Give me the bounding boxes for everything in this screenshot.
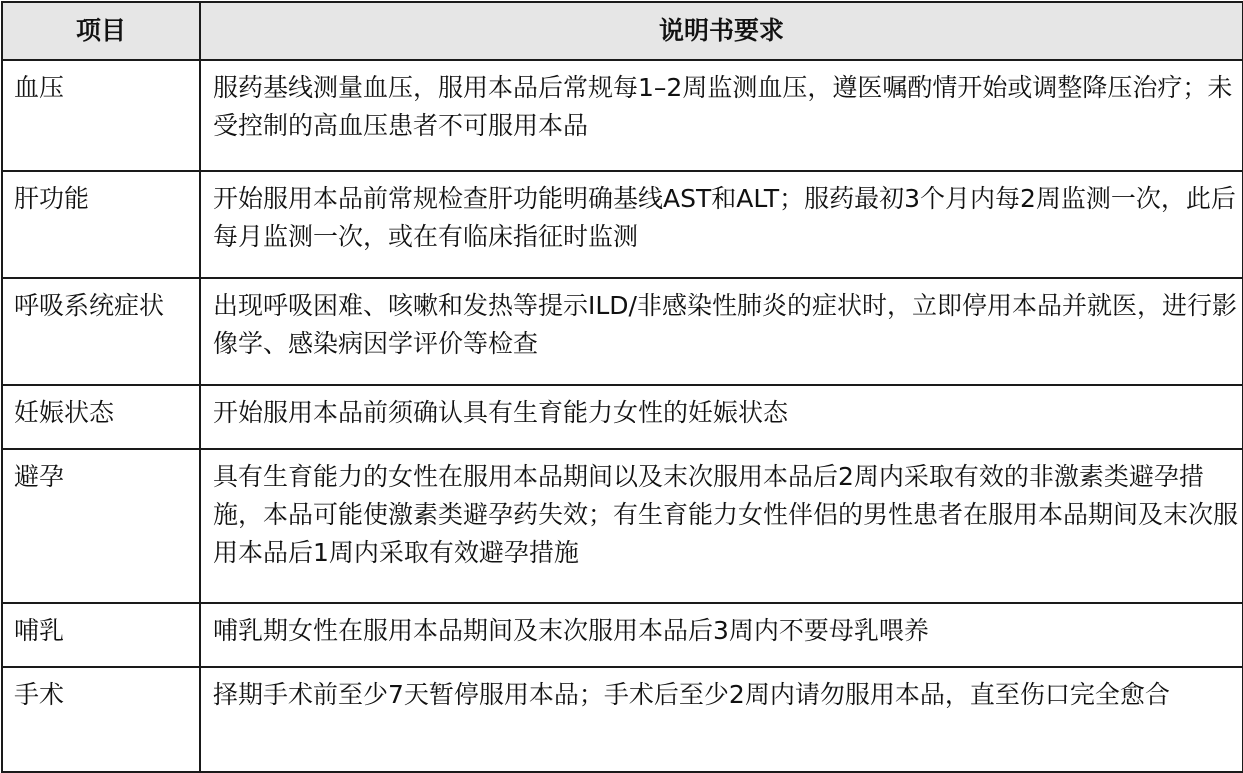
requirement-cell: 具有生育能力的女性在服用本品期间以及末次服用本品后2周内采取有效的非激素类避孕措施，本品可能使激素类避孕药失效；有生育能力女性伴侣的男性患者在服用本品期间及末次服用本品后1周内采取有效避孕措施 bbox=[200, 449, 1243, 603]
requirement-cell: 开始服用本品前常规检查肝功能明确基线AST和ALT；服药最初3个月内每2周监测一次，此后每月监测一次，或在有临床指征时监测 bbox=[200, 171, 1243, 278]
requirement-cell: 哺乳期女性在服用本品期间及末次服用本品后3周内不要母乳喂养 bbox=[200, 603, 1243, 667]
table-row bbox=[2, 60, 1243, 171]
item-cell: 手术 bbox=[2, 667, 200, 772]
column-header-item: 项目 bbox=[2, 2, 200, 60]
requirement-cell: 开始服用本品前须确认具有生育能力女性的妊娠状态 bbox=[200, 385, 1243, 449]
item-cell: 哺乳 bbox=[2, 603, 200, 667]
requirement-cell: 出现呼吸困难、咳嗽和发热等提示ILD/非感染性肺炎的症状时，立即停用本品并就医，进行影像学、感染病因学评价等检查 bbox=[200, 278, 1243, 385]
requirement-cell: 择期手术前至少7天暂停服用本品；手术后至少2周内请勿服用本品，直至伤口完全愈合 bbox=[200, 667, 1243, 772]
item-cell: 呼吸系统症状 bbox=[2, 278, 200, 385]
table-row bbox=[2, 603, 1243, 667]
table-header-row bbox=[2, 2, 1243, 60]
table-row bbox=[2, 667, 1243, 772]
item-cell: 避孕 bbox=[2, 449, 200, 603]
table-row bbox=[2, 278, 1243, 385]
item-cell: 血压 bbox=[2, 60, 200, 171]
item-cell: 肝功能 bbox=[2, 171, 200, 278]
table-row bbox=[2, 171, 1243, 278]
column-header-requirement: 说明书要求 bbox=[200, 2, 1243, 60]
requirement-cell: 服药基线测量血压，服用本品后常规每1–2周监测血压，遵医嘱酌情开始或调整降压治疗；未受控制的高血压患者不可服用本品 bbox=[200, 60, 1243, 171]
table-row bbox=[2, 385, 1243, 449]
table-row bbox=[2, 449, 1243, 603]
requirements-table bbox=[1, 1, 1243, 773]
item-cell: 妊娠状态 bbox=[2, 385, 200, 449]
